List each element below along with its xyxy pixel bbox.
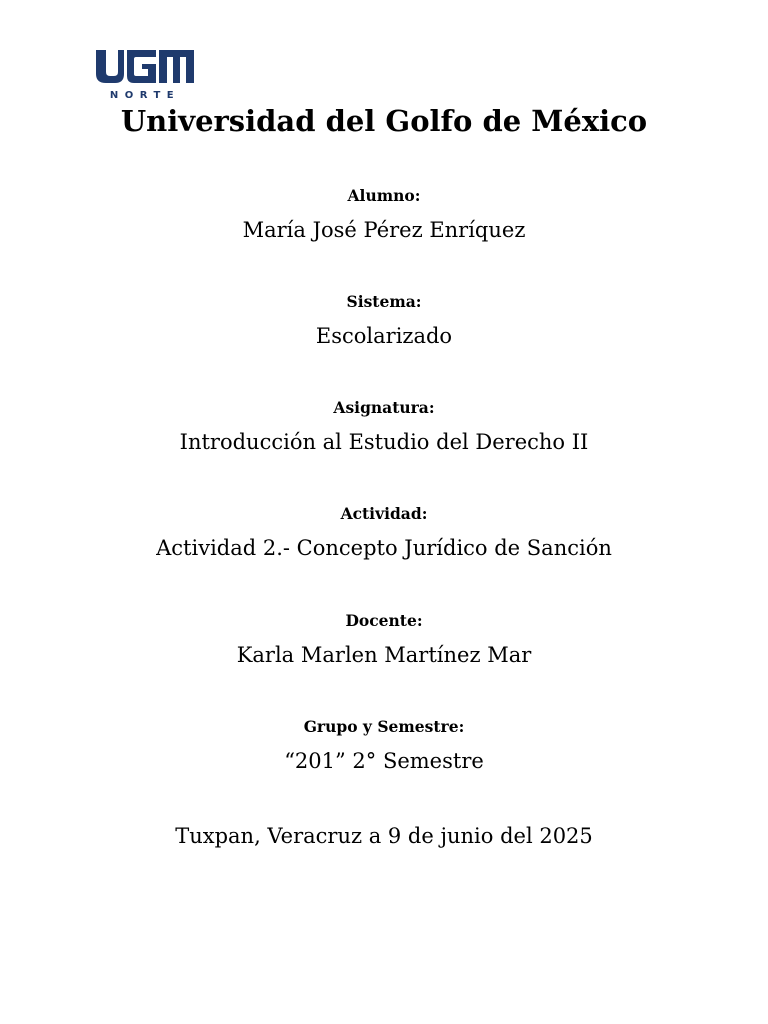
field-sistema [0,292,768,350]
field-value: Escolarizado [315,324,453,348]
field-actividad [0,504,768,562]
field-value: “201” 2° Semestre [284,749,484,773]
field-grupo-semestre [0,717,768,775]
field-label: Docente: [345,611,423,630]
field-label: Alumno: [347,186,421,205]
field-label: Grupo y Semestre: [303,717,465,736]
place-and-date: Tuxpan, Veracruz a 9 de junio del 2025 [175,824,593,848]
field-label: Sistema: [346,292,422,311]
field-docente [0,611,768,669]
ugm-logo-mark [94,46,196,100]
field-asignatura [0,398,768,456]
field-value: Karla Marlen Martínez Mar [236,643,532,667]
field-label: Actividad: [340,504,428,523]
logo-subtext: NORTE [109,90,181,100]
field-alumno [0,186,768,244]
field-value: Actividad 2.- Concepto Jurídico de Sanción [156,536,612,560]
field-value: María José Pérez Enríquez [242,218,526,242]
university-title: Universidad del Golfo de México [120,104,648,138]
field-value: Introducción al Estudio del Derecho II [179,430,589,454]
ugm-norte-logo [94,46,196,100]
field-label: Asignatura: [333,398,435,417]
